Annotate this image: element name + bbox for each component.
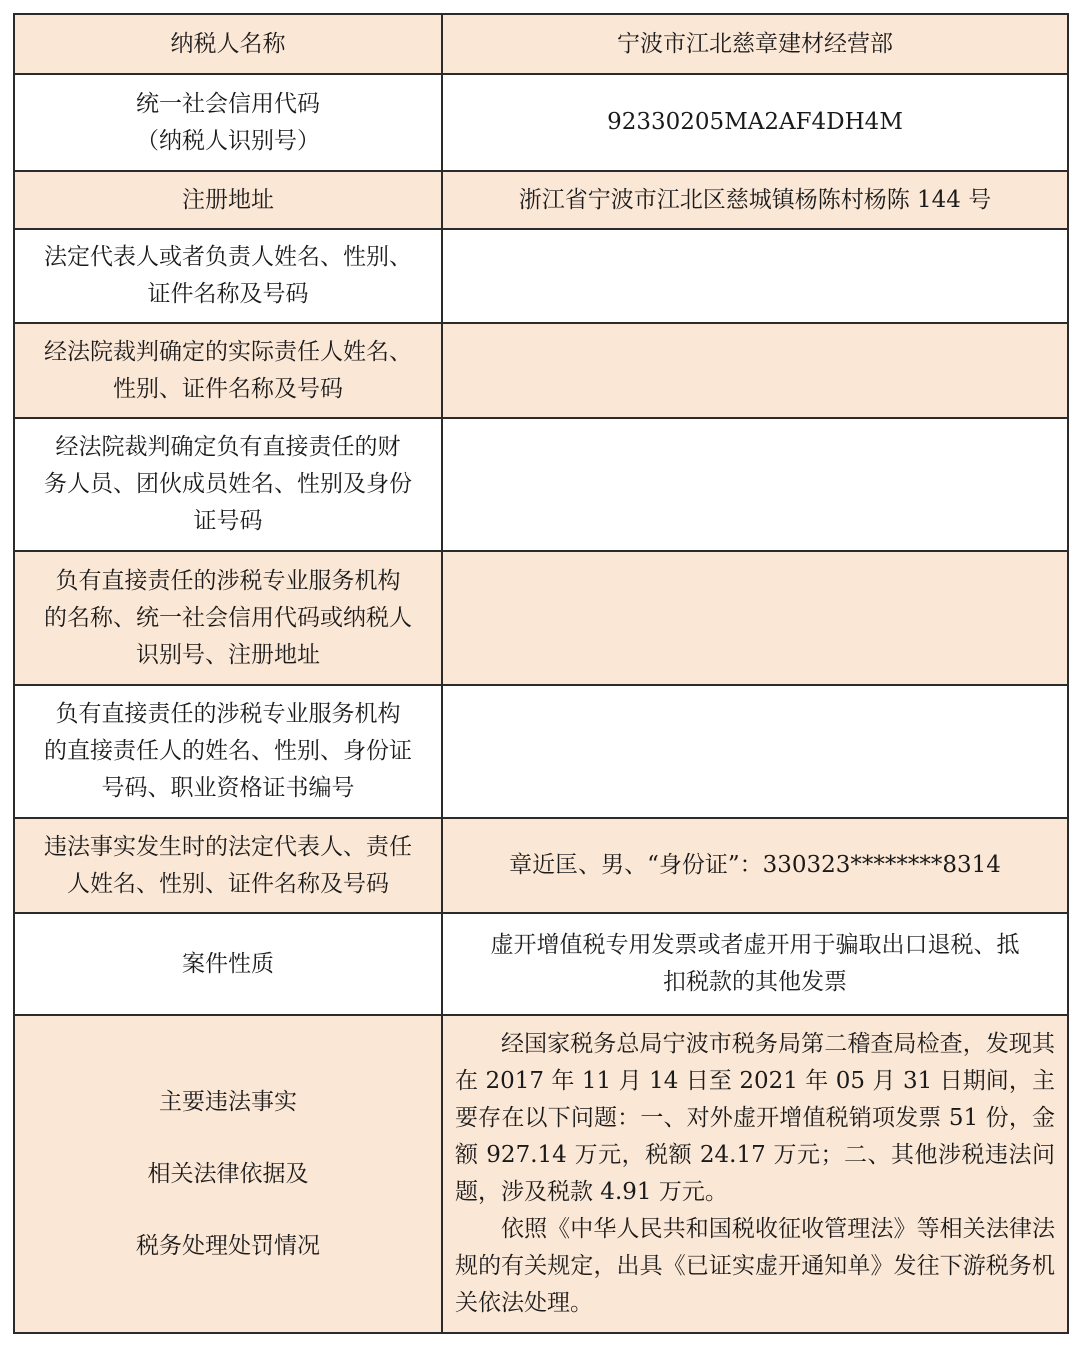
label-credit-code-line-1: 统一社会信用代码 xyxy=(136,90,320,117)
row-taxpayer-name xyxy=(14,14,1068,74)
value-reg-address: 浙江省宁波市江北区慈城镇杨陈村杨陈 144 号 xyxy=(442,171,1068,229)
label-court-finance-line-1: 经法院裁判确定负有直接责任的财 xyxy=(55,434,401,460)
row-agency-person xyxy=(14,685,1068,818)
value-agency-person xyxy=(442,685,1068,818)
label-taxpayer-name: 纳税人名称 xyxy=(14,14,442,74)
label-legal-rep xyxy=(14,229,442,323)
facts-paragraph-1: 经国家税务总局宁波市税务局第二稽查局检查，发现其在 2017 年 11 月 14 日至 2021 年 05 月 31 日期间，主要存在以下问题：一、对外虚开增值税销项发票 51 份，金额 927.14 万元，税额 24.17 万元；二、其他涉税违法问题，涉及税款 4.91 万元。 xyxy=(455,1031,1055,1205)
label-agency-person-line-1: 负有直接责任的涉税专业服务机构 xyxy=(55,701,401,727)
value-case-nature-line-1: 虚开增值税专用发票或者虚开用于骗取出口退税、抵 xyxy=(490,932,1020,958)
label-case-nature: 案件性质 xyxy=(14,913,442,1015)
label-agency-person-line-3: 号码、职业资格证书编号 xyxy=(101,775,355,801)
label-court-finance-line-2: 务人员、团伙成员姓名、性别及身份 xyxy=(44,471,412,497)
row-case-nature xyxy=(14,913,1068,1015)
label-agency-info-line-2: 的名称、统一社会信用代码或纳税人 xyxy=(44,604,412,631)
value-credit-code: 92330205MA2AF4DH4M xyxy=(442,74,1068,171)
value-case-nature xyxy=(442,913,1068,1015)
tax-violation-table xyxy=(13,13,1069,1334)
label-agency-info-line-3: 识别号、注册地址 xyxy=(136,641,320,668)
row-main-facts xyxy=(14,1015,1068,1333)
value-case-nature-line-2: 扣税款的其他发票 xyxy=(663,969,847,995)
label-main-facts-line-3: 税务处理处罚情况 xyxy=(136,1232,320,1259)
row-agency-info xyxy=(14,551,1068,685)
value-legal-rep xyxy=(442,229,1068,323)
label-court-responsible xyxy=(14,323,442,418)
value-main-facts xyxy=(442,1015,1068,1333)
row-credit-code xyxy=(14,74,1068,171)
value-court-responsible xyxy=(442,323,1068,418)
value-court-finance xyxy=(442,418,1068,551)
label-credit-code xyxy=(14,74,442,171)
value-agency-info xyxy=(442,551,1068,685)
label-legal-rep-line-1: 法定代表人或者负责人姓名、性别、 xyxy=(44,244,412,270)
label-violation-rep-line-1: 违法事实发生时的法定代表人、责任 xyxy=(44,833,412,860)
label-main-facts-line-2: 相关法律依据及 xyxy=(147,1160,309,1187)
row-court-finance xyxy=(14,418,1068,551)
label-violation-rep xyxy=(14,818,442,913)
label-agency-person xyxy=(14,685,442,818)
label-legal-rep-line-2: 证件名称及号码 xyxy=(147,281,309,307)
label-agency-info-line-1: 负有直接责任的涉税专业服务机构 xyxy=(55,567,401,594)
row-legal-rep xyxy=(14,229,1068,323)
facts-paragraph-2: 依照《中华人民共和国税收征收管理法》等相关法律法规的有关规定，出具《已证实虚开通知单》发往下游税务机关依法处理。 xyxy=(455,1216,1055,1316)
value-taxpayer-name: 宁波市江北慈章建材经营部 xyxy=(442,14,1068,74)
label-agency-person-line-2: 的直接责任人的姓名、性别、身份证 xyxy=(44,738,412,764)
label-agency-info xyxy=(14,551,442,685)
row-reg-address xyxy=(14,171,1068,229)
label-court-finance-line-3: 证号码 xyxy=(193,508,263,534)
value-violation-rep: 章近匡、男、“身份证”：330323********8314 xyxy=(442,818,1068,913)
label-court-finance xyxy=(14,418,442,551)
label-main-facts-line-1: 主要违法事实 xyxy=(159,1088,297,1115)
label-violation-rep-line-2: 人姓名、性别、证件名称及号码 xyxy=(67,870,389,897)
row-court-responsible xyxy=(14,323,1068,418)
label-main-facts xyxy=(14,1015,442,1333)
label-reg-address: 注册地址 xyxy=(14,171,442,229)
label-court-responsible-line-2: 性别、证件名称及号码 xyxy=(113,375,343,402)
label-credit-code-line-2: （纳税人识别号） xyxy=(136,127,320,154)
label-court-responsible-line-1: 经法院裁判确定的实际责任人姓名、 xyxy=(44,338,412,365)
row-violation-rep xyxy=(14,818,1068,913)
